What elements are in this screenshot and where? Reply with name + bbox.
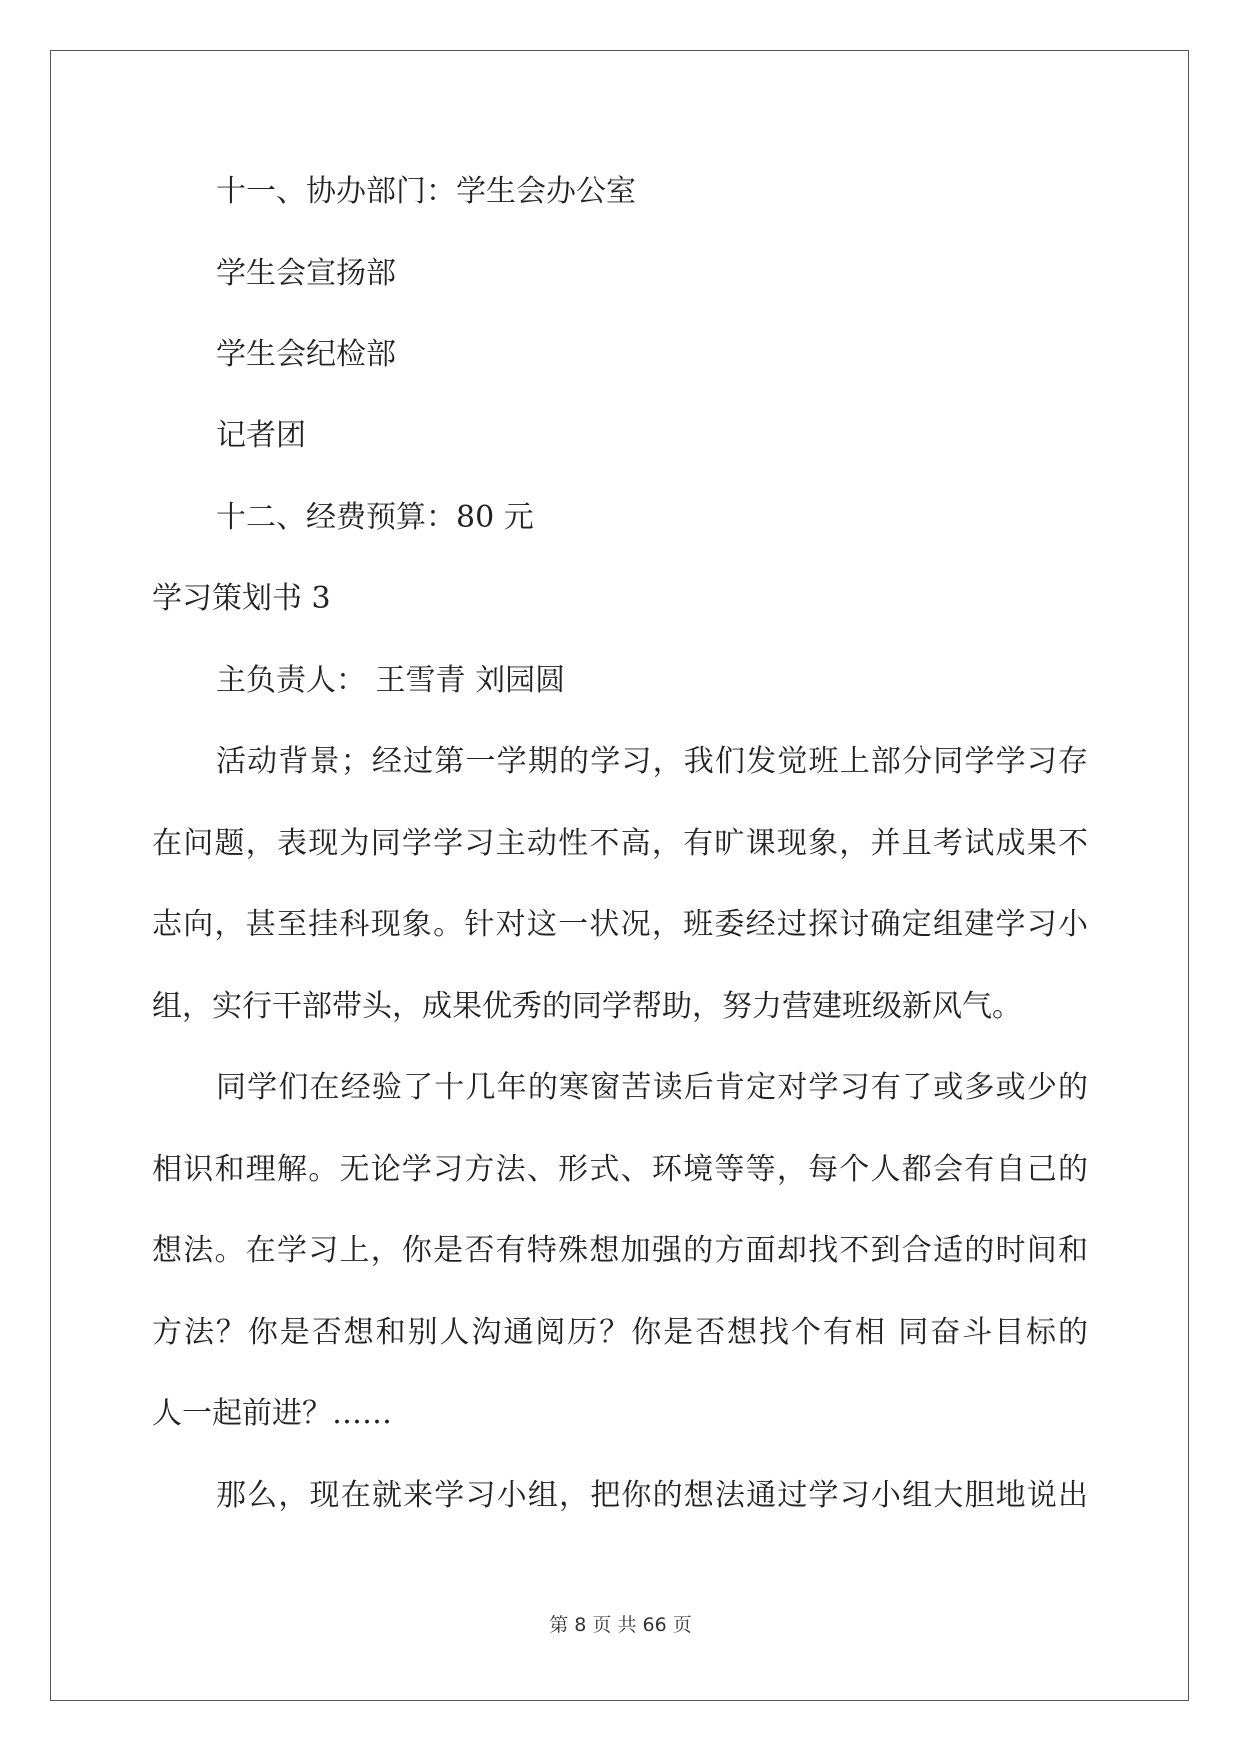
page-border <box>50 50 1189 1701</box>
text-line: 记者团 <box>216 418 306 453</box>
paragraph-line: 想法。在学习上，你是否有特殊想加强的方面却找不到合适的时间和 <box>152 1233 1088 1268</box>
text-line: 十二、经费预算：80 元 <box>216 500 534 535</box>
paragraph-line: 同学们在经验了十几年的寒窗苦读后肯定对学习有了或多或少的 <box>216 1070 1088 1105</box>
paragraph-line: 方法？你是否想和别人沟通阅历？你是否想找个有相 同奋斗目标的 <box>152 1315 1088 1350</box>
paragraph-line: 那么，现在就来学习小组，把你的想法通过学习小组大胆地说出 <box>216 1478 1088 1513</box>
paragraph-line: 在问题，表现为同学学习主动性不高，有旷课现象，并且考试成果不 <box>152 826 1088 861</box>
text-line: 学生会纪检部 <box>216 337 396 372</box>
paragraph-line: 组，实行干部带头，成果优秀的同学帮助，努力营建班级新风气。 <box>152 989 1022 1024</box>
text-line: 十一、协办部门：学生会办公室 <box>216 174 636 209</box>
paragraph-line: 志向，甚至挂科现象。针对这一状况，班委经过探讨确定组建学习小 <box>152 907 1088 942</box>
paragraph-line: 人一起前进？…… <box>152 1396 392 1431</box>
page-number-footer: 第 8 页 共 66 页 <box>549 1614 692 1636</box>
paragraph-line: 活动背景；经过第一学期的学习，我们发觉班上部分同学学习存 <box>216 744 1088 779</box>
paragraph-line: 相识和理解。无论学习方法、形式、环境等等，每个人都会有自己的 <box>152 1152 1088 1187</box>
text-line: 主负责人： 王雪青 刘园圆 <box>216 663 566 698</box>
text-line: 学生会宣扬部 <box>216 256 396 291</box>
section-heading: 学习策划书 3 <box>152 581 331 616</box>
